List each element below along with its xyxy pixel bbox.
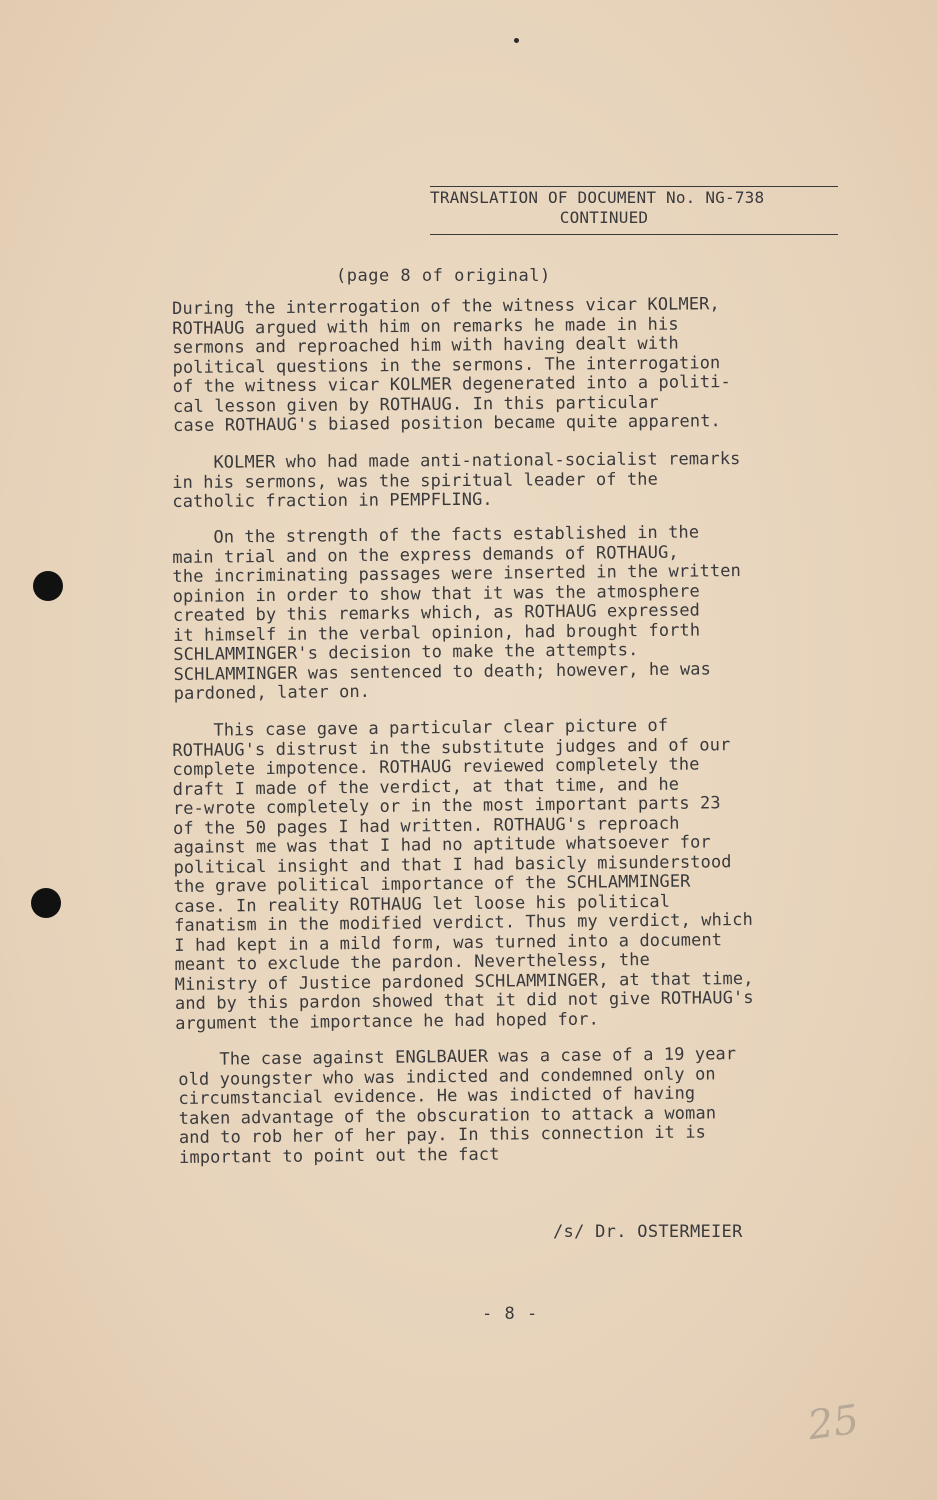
- paragraph-kolmer-interrogation: During the interrogation of the witness vicar KOLMER, ROTHAUG argued with him on remarks he made in his sermons and reproached him with having dealt with political questions in the sermons. The interrogation of the witness vicar KOLMER degenerated into a politi- cal lesson given by ROTHAUG. In this particular case ROTHAUG's biased position became quite apparent.: [171, 294, 731, 436]
- original-page-note: (page 8 of original): [336, 266, 551, 286]
- handwritten-page-mark: 25: [805, 1396, 862, 1450]
- paragraph-kolmer-leader: KOLMER who had made anti-national-socialist remarks in his sermons, was the spiritual leader of the catholic fraction in PEMPFLING.: [171, 448, 741, 512]
- paragraph-englbauer-case: The case against ENGLBAUER was a case of a 19 year old youngster who was indicted and condemned only on circumstancial evidence. He was indicted of having taken advantage of the obscuration to attack a woman and to rob her of her pay. In this connection it is important to point out the fact: [177, 1043, 737, 1167]
- signature-line: /s/ Dr. OSTERMEIER: [553, 1222, 743, 1242]
- paragraph-incriminating-passages: On the strength of the facts established in the main trial and on the express demands of ROTHAUG, the incriminating passages were inserted in the written opinion in order to show that it was the atmosphere created by this remarks which, as ROTHAUG expressed it himself in the verbal opinion, had brought forth SCHLAMMINGER's decision to make the attempts. SCHLAMMINGER was sentenced to death; however, he was pardoned, later on.: [171, 522, 741, 704]
- punch-hole-top: [33, 571, 63, 601]
- header-rule-bottom: [430, 234, 838, 235]
- header-title: TRANSLATION OF DOCUMENT No. NG-738: [430, 188, 765, 207]
- document-header: [430, 186, 838, 235]
- punch-hole-bottom: [31, 888, 61, 918]
- page-number: - 8 -: [482, 1304, 539, 1324]
- header-continued: CONTINUED: [559, 208, 649, 227]
- paragraph-rothaug-distrust: This case gave a particular clear picture of ROTHAUG's distrust in the substitute judges and of our complete impotence. ROTHAUG reviewed completely the draft I made of the verdict, at that time, and he re-wrote completely or in the most important parts 23 of the 50 pages I had written. ROTHAUG's reproach against me was that I had no aptitude whatsoever for political insight and that I had basicly misunderstood the grave political importance of the SCHLAMMINGER case. In reality ROTHAUG let loose his political fanatism in the modified verdict. Thus my verdict, which I had kept in a mild form, was turned into a document meant to exclude the pardon. Nevertheless, the Ministry of Justice pardoned SCHLAMMINGER, at that time, and by this pardon showed that it did not give ROTHAUG's argument the importance he had hoped for.: [171, 715, 754, 1033]
- ink-speck: [514, 38, 519, 43]
- document-body: [171, 294, 852, 1185]
- header-rule-top: [430, 186, 838, 187]
